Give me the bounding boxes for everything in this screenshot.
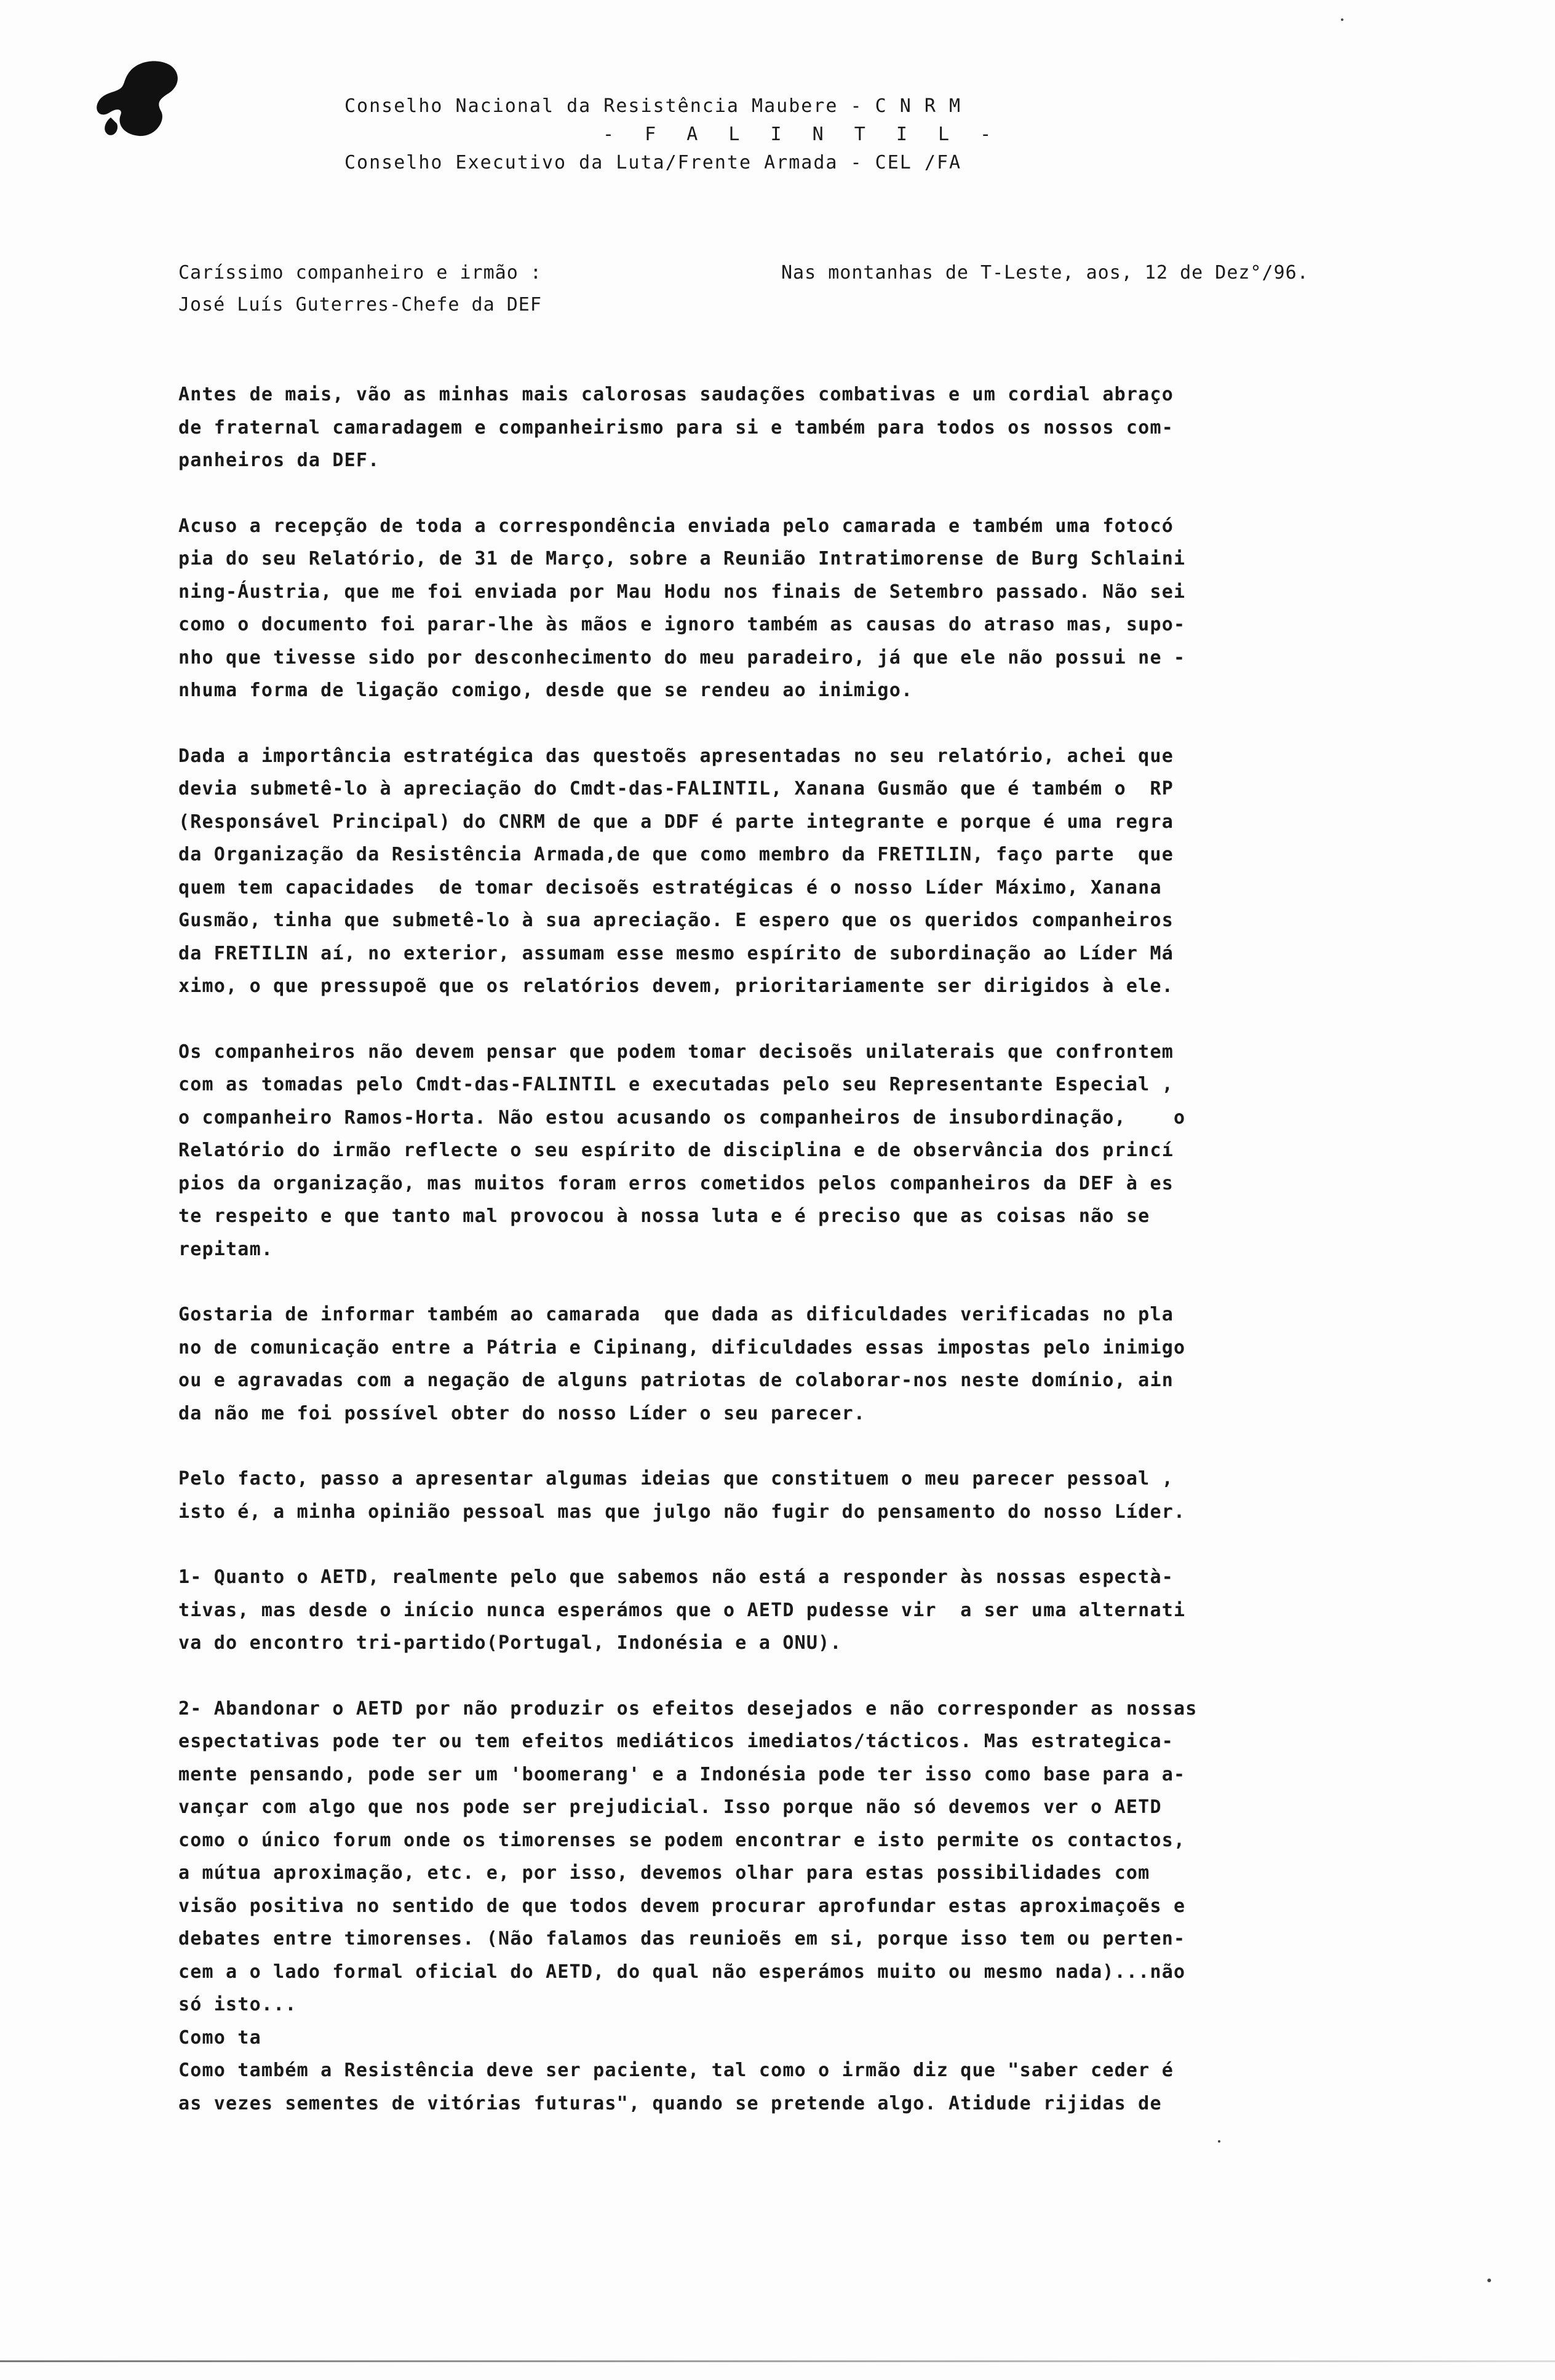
text-line: da não me foi possível obter do nosso Líder o seu parecer.: [178, 1402, 866, 1424]
text-line: Gusmão, tinha que submetê-lo à sua apreciação. E espero que os queridos companheiros: [178, 910, 1174, 931]
text-line: tivas, mas desde o início nunca esperámos que o AETD pudesse vir a ser uma alternati: [178, 1599, 1186, 1621]
text-line: debates entre timorenses. (Não falamos das reunioẽs em si, porque isso tem ou perten-: [178, 1928, 1186, 1950]
body-paragraph: [178, 1462, 1464, 1528]
letterhead-line-1: Conselho Nacional da Resistência Maubere - C N R M: [344, 95, 962, 117]
text-line: Relatório do irmão reflecte o seu espírito de disciplina e de observância dos princí: [178, 1140, 1174, 1161]
body-paragraph: [178, 510, 1464, 707]
text-line: visão positiva no sentido de que todos devem procurar aprofundar estas aproximaçoẽs e: [178, 1895, 1186, 1917]
text-line: espectativas pode ter ou tem efeitos mediáticos imediatos/tácticos. Mas estrategica-: [178, 1731, 1174, 1752]
text-line: 1- Quanto o AETD, realmente pelo que sabemos não está a responder às nossas espectà-: [178, 1566, 1174, 1588]
text-line: (Responsável Principal) do CNRM de que a DDF é parte integrante e porque é uma regra: [178, 811, 1174, 833]
text-line: te respeito e que tanto mal provocou à nossa luta e é preciso que as coisas não se: [178, 1205, 1150, 1227]
text-line: como o documento foi parar-lhe às mãos e ignoro também as causas do atraso mas, supo-: [178, 614, 1186, 635]
text-line: repitam.: [178, 1238, 274, 1260]
ink-blot-mark: [92, 58, 185, 145]
text-line: 2- Abandonar o AETD por não produzir os efeitos desejados e não corresponder as nossas: [178, 1697, 1198, 1720]
ink-speck: [1218, 2140, 1220, 2143]
place-date: Nas montanhas de T-Leste, aos, 12 de Dez°/96.: [781, 262, 1309, 284]
body-paragraph: [178, 378, 1464, 477]
ink-speck: [1487, 2279, 1491, 2282]
text-line: vançar com algo que nos pode ser prejudicial. Isso porque não só devemos ver o AETD: [178, 1796, 1162, 1818]
text-line: Acuso a recepção de toda a correspondência enviada pelo camarada e também uma fotocó: [178, 515, 1174, 537]
text-line: com as tomadas pelo Cmdt-das-FALINTIL e executadas pelo seu Representante Especial ,: [178, 1074, 1174, 1095]
text-line: ximo, o que pressupoẽ que os relatórios devem, prioritariamente ser dirigidos à ele.: [178, 975, 1174, 997]
salutation: [178, 257, 542, 321]
text-line: Os companheiros não devem pensar que podem tomar decisoẽs unilaterais que confrontem: [178, 1041, 1174, 1063]
body-paragraph: [178, 1298, 1464, 1430]
salutation-line-2: José Luís Guterres-Chefe da DEF: [178, 294, 542, 315]
text-line: panheiros da DEF.: [178, 450, 380, 471]
text-line: pios da organização, mas muitos foram erros cometidos pelos companheiros da DEF à es: [178, 1172, 1174, 1194]
text-line: ning-Áustria, que me foi enviada por Mau Hodu nos finais de Setembro passado. Não sei: [178, 581, 1186, 603]
text-line: isto é, a minha opinião pessoal mas que julgo não fugir do pensamento do nosso Líder.: [178, 1501, 1186, 1523]
text-line: só isto...: [178, 1994, 297, 2015]
text-line: como o único forum onde os timorenses se podem encontrar e isto permite os contactos,: [178, 1829, 1186, 1851]
text-line: ou e agravadas com a negação de alguns patriotas de colaborar-nos neste domínio, ain: [178, 1370, 1174, 1391]
body-paragraph: [178, 740, 1464, 1003]
letterhead-line-3: Conselho Executivo da Luta/Frente Armada - CEL /FA: [344, 152, 962, 173]
text-line: da Organização da Resistência Armada,de que como membro da FRETILIN, faço parte que: [178, 844, 1174, 865]
salutation-line-1: Caríssimo companheiro e irmão :: [178, 262, 542, 284]
text-line: cem a o lado formal oficial do AETD, do qual não esperámos muito ou mesmo nada)...não: [178, 1961, 1186, 1983]
text-line: mente pensando, pode ser um 'boomerang' e a Indonésia pode ter isso como base para a-: [178, 1763, 1186, 1785]
text-line: Como também a Resistência deve ser paciente, tal como o irmão diz que "saber ceder é: [178, 2060, 1174, 2081]
text-line: Como ta: [178, 2026, 261, 2049]
text-line: va do encontro tri-partido(Portugal, Indonésia e a ONU).: [178, 1632, 842, 1654]
text-line: da FRETILIN aí, no exterior, assumam esse mesmo espírito de subordinação ao Líder Má: [178, 942, 1174, 964]
text-line: pia do seu Relatório, de 31 de Março, sobre a Reunião Intratimorense de Burg Schlaini: [178, 548, 1186, 569]
text-line: Dada a importância estratégica das questoẽs apresentadas no seu relatório, achei que: [178, 745, 1174, 767]
text-line: as vezes sementes de vitórias futuras", quando se pretende algo. Atidude rijidas de: [178, 2092, 1162, 2114]
ink-speck: [1341, 18, 1343, 21]
text-line: no de comunicação entre a Pátria e Cipinang, dificuldades essas impostas pelo inimigo: [178, 1336, 1186, 1359]
text-line: nhuma forma de ligação comigo, desde que se rendeu ao inimigo.: [178, 680, 913, 701]
letter-body: [178, 378, 1464, 2152]
text-line: Pelo facto, passo a apresentar algumas ideias que constituem o meu parecer pessoal ,: [178, 1468, 1174, 1489]
body-paragraph: [178, 1692, 1464, 2120]
letterhead: [344, 92, 1267, 177]
letterhead-line-2: - F A L I N T I L -: [603, 124, 1001, 145]
body-paragraph: [178, 1036, 1464, 1266]
text-line: Antes de mais, vão as minhas mais calorosas saudações combativas e um cordial abraço: [178, 384, 1174, 405]
text-line: nho que tivesse sido por desconhecimento do meu paradeiro, já que ele não possui ne -: [178, 646, 1186, 668]
text-line: Gostaria de informar também ao camarada que dada as dificuldades verificadas no pla: [178, 1304, 1174, 1325]
text-line: devia submetê-lo à apreciação do Cmdt-das-FALINTIL, Xanana Gusmão que é também o RP: [178, 778, 1174, 799]
text-line: a mútua aproximação, etc. e, por isso, devemos olhar para estas possibilidades com: [178, 1862, 1150, 1884]
text-line: de fraternal camaradagem e companheirismo para si e também para todos os nossos com-: [178, 416, 1174, 438]
scan-edge-line: [0, 2360, 1555, 2362]
body-paragraph: [178, 1561, 1464, 1660]
text-line: quem tem capacidades de tomar decisoẽs estratégicas é o nosso Líder Máximo, Xanana: [178, 876, 1162, 898]
text-line: o companheiro Ramos-Horta. Não estou acusando os companheiros de insubordinação, o: [178, 1106, 1186, 1129]
